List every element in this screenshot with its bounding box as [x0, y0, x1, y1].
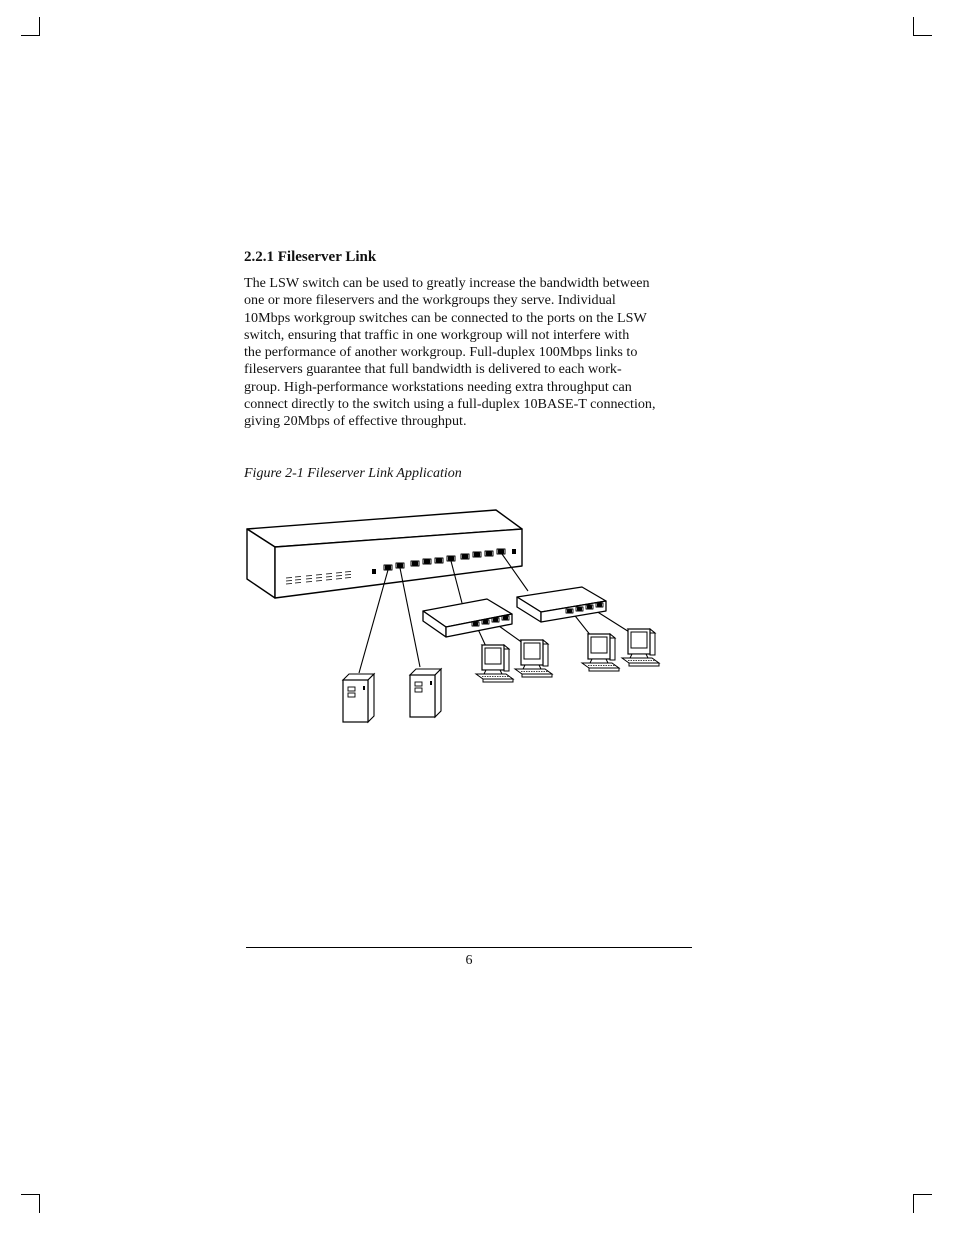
- workgroup-switch-icon: [517, 587, 606, 622]
- paragraph-line: 10Mbps workgroup switches can be connected to the ports on the LSW: [244, 309, 647, 326]
- fileserver-icon: [410, 669, 441, 717]
- fileserver-icon: [343, 674, 374, 722]
- workstation-icon: [515, 640, 552, 677]
- footer-rule: [246, 947, 692, 948]
- page-number: 6: [465, 953, 473, 968]
- paragraph-line: connect directly to the switch using a full-duplex 10BASE-T connection,: [244, 396, 656, 413]
- paragraph-line: fileservers guarantee that full bandwidth is delivered to each work-: [244, 361, 622, 378]
- lsw-switch-icon: [247, 510, 522, 598]
- paragraph-line: group. High-performance workstations needing extra throughput can: [244, 378, 632, 395]
- workgroup-switch-icon: [423, 599, 512, 637]
- workstation-icon: [476, 645, 513, 682]
- workstation-icon: [622, 629, 659, 666]
- paragraph-line: The LSW switch can be used to greatly increase the bandwidth between: [244, 275, 650, 291]
- figure-caption: Figure 2-1 Fileserver Link Application: [244, 466, 462, 481]
- workstation-icon: [582, 634, 619, 671]
- paragraph-line: one or more fileservers and the workgroups they serve. Individual: [244, 292, 616, 309]
- paragraph-line: giving 20Mbps of effective throughput.: [244, 413, 467, 430]
- section-title: 2.2.1 Fileserver Link: [244, 249, 377, 265]
- paragraph-line: switch, ensuring that traffic in one workgroup will not interfere with: [244, 326, 630, 343]
- paragraph-line: the performance of another workgroup. Full-duplex 100Mbps links to: [244, 344, 638, 361]
